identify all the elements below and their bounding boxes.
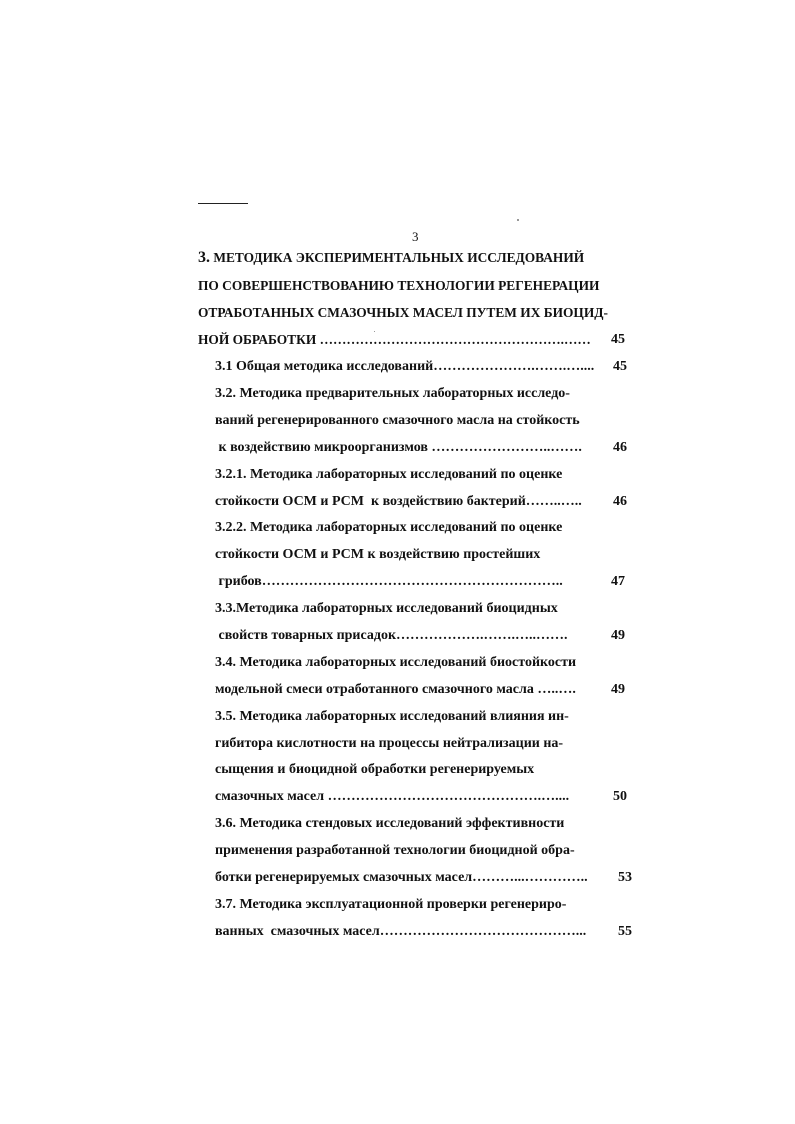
toc-entry-3-2-2-page: 47 [611,574,625,589]
toc-entry-3-7-line-1: 3.7. Методика эксплуатационной проверки регенериро- [215,897,567,912]
toc-entry-3-5-line-4: смазочных масел ……………………………………….….... [215,789,570,804]
toc-entry-3-4-line-2: модельной смеси отработанного смазочного масла …..…. [215,682,576,697]
toc-entry-3-1-line-1: 3.1 Общая методика исследований………………….…….….... [215,359,595,374]
toc-entry-3-6-page: 53 [618,870,632,885]
chapter-heading-line-1 [198,250,584,266]
toc-entry-3-2-1-page: 46 [613,494,627,509]
toc-entry-3-2-2-line-3: грибов……………………………………………………….. [215,574,563,589]
chapter-number: 3. [198,249,210,266]
toc-entry-3-5-line-2: гибитора кислотности на процессы нейтрализации на- [215,736,564,751]
toc-entry-3-4-line-1: 3.4. Методика лабораторных исследований биостойкости [215,655,577,670]
toc-entry-3-2-2-line-2: стойкости ОСМ и РСМ к воздействию простейших [215,547,541,562]
toc-entry-3-2-2-line-1: 3.2.2. Методика лабораторных исследований по оценке [215,520,563,535]
toc-entry-3-7-page: 55 [618,924,632,939]
toc-entry-3-7-line-2: ванных смазочных масел……………………………………... [215,924,587,939]
chapter-heading-line-3: ОТРАБОТАННЫХ СМАЗОЧНЫХ МАСЕЛ ПУТЕМ ИХ БИОЦИД- [198,305,608,320]
toc-entry-3-2-line-2: ваний регенерированного смазочного масла на стойкость [215,413,580,428]
toc-entry-3-3-line-2: свойств товарных присадок……………….…….…..……. [215,628,568,643]
chapter-heading-line-4: НОЙ ОБРАБОТКИ ……………………………………………….…… [198,332,591,347]
header-rule [198,203,248,204]
toc-entry-3-5-page: 50 [613,789,627,804]
toc-entry-3-3-line-1: 3.3.Методика лабораторных исследований биоцидных [215,601,558,616]
scan-speck [517,219,519,221]
toc-entry-3-6-line-1: 3.6. Методика стендовых исследований эффективности [215,816,565,831]
page-number: 3 [412,229,419,244]
toc-entry-3-2-line-3: к воздействию микроорганизмов ……………………..……. [215,440,582,455]
toc-entry-3-2-1-line-1: 3.2.1. Методика лабораторных исследований по оценке [215,467,563,482]
chapter-page-number: 45 [611,332,625,347]
toc-entry-3-3-page: 49 [611,628,625,643]
toc-entry-3-6-line-3: ботки регенерируемых смазочных масел………...………….. [215,870,588,885]
toc-entry-3-1-page: 45 [613,359,627,374]
toc-entry-3-5-line-3: сыщения и биоцидной обработки регенерируемых [215,762,535,777]
toc-entry-3-4-page: 49 [611,682,625,697]
toc-entry-3-2-line-1: 3.2. Методика предварительных лабораторных исследо- [215,386,570,401]
toc-entry-3-5-line-1: 3.5. Методика лабораторных исследований влияния ин- [215,709,569,724]
toc-entry-3-6-line-2: применения разработанной технологии биоцидной обра- [215,843,575,858]
chapter-heading-line-2: ПО СОВЕРШЕНСТВОВАНИЮ ТЕХНОЛОГИИ РЕГЕНЕРАЦИИ [198,278,600,293]
toc-entry-3-2-1-line-2: стойкости ОСМ и РСМ к воздействию бактерий……..….. [215,494,582,509]
chapter-title-line: МЕТОДИКА ЭКСПЕРИМЕНТАЛЬНЫХ ИССЛЕДОВАНИЙ [213,250,585,265]
toc-entry-3-2-page: 46 [613,440,627,455]
